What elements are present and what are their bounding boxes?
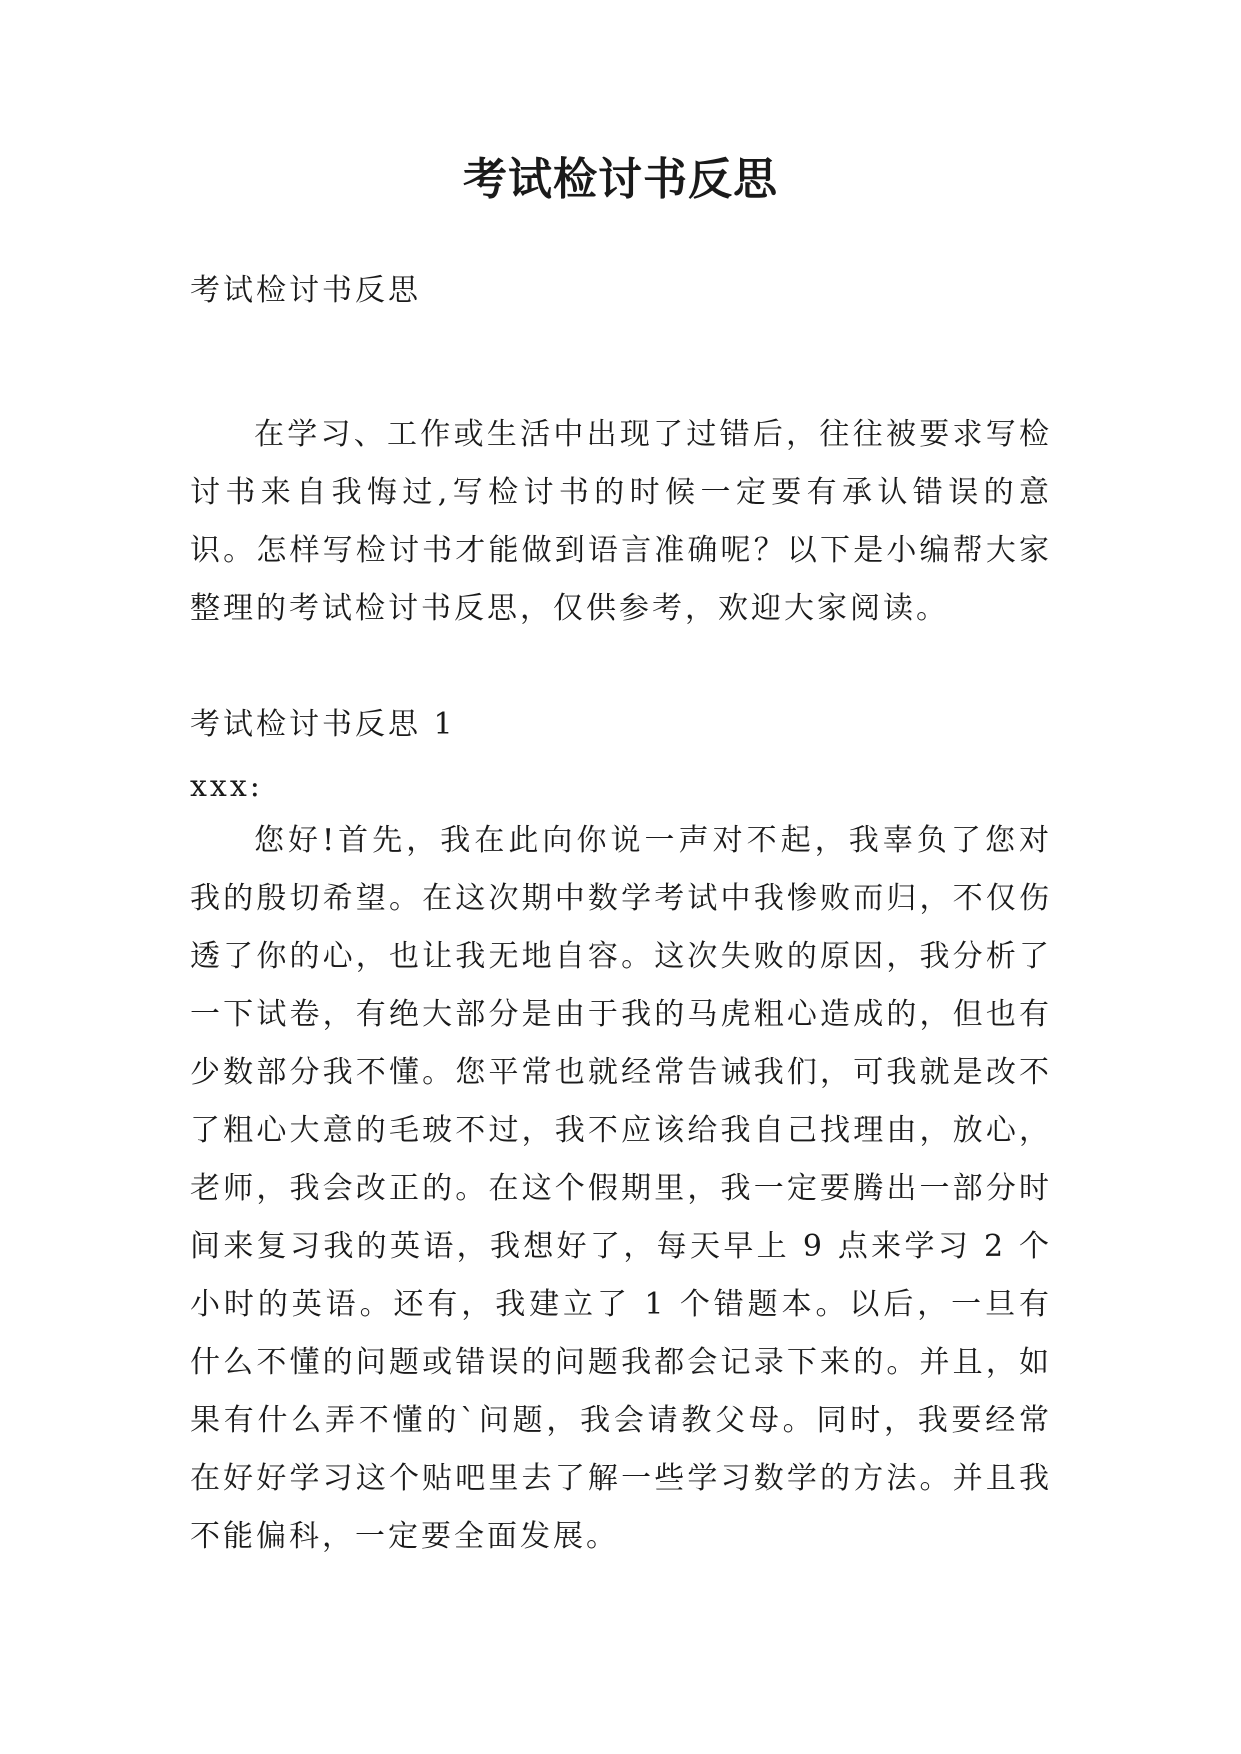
document-subtitle: 考试检讨书反思 (190, 273, 421, 308)
section-title: 考试检讨书反思 1 (190, 707, 456, 742)
letter-salutation: xxx: (190, 769, 263, 804)
document-title: 考试检讨书反思 (463, 154, 778, 205)
intro-paragraph: 在学习、工作或生活中出现了过错后，往往被要求写检讨书来自我悔过,写检讨书的时候一定要有承认错误的意识。怎样写检讨书才能做到语言准确呢？以下是小编帮大家整理的考试检讨书反思，仅供参考，欢迎大家阅读。 (190, 417, 1052, 626)
letter-body-paragraph: 您好!首先，我在此向你说一声对不起，我辜负了您对我的殷切希望。在这次期中数学考试中我惨败而归，不仅伤透了你的心，也让我无地自容。这次失败的原因，我分析了一下试卷，有绝大部分是由于我的马虎粗心造成的，但也有少数部分我不懂。您平常也就经常告诫我们，可我就是改不了粗心大意的毛玻不过，我不应该给我自己找理由，放心，老师，我会改正的。在这个假期里，我一定要腾出一部分时间来复习我的英语，我想好了，每天早上 9 点来学习 2 个小时的英语。还有，我建立了 1 个错题本。以后，一旦有什么不懂的问题或错误的问题我都会记录下来的。并且，如果有什么弄不懂的`问题，我会请教父母。同时，我要经常在好好学习这个贴吧里去了解一些学习数学的方法。并且我不能偏科，一定要全面发展。 (190, 823, 1052, 1554)
